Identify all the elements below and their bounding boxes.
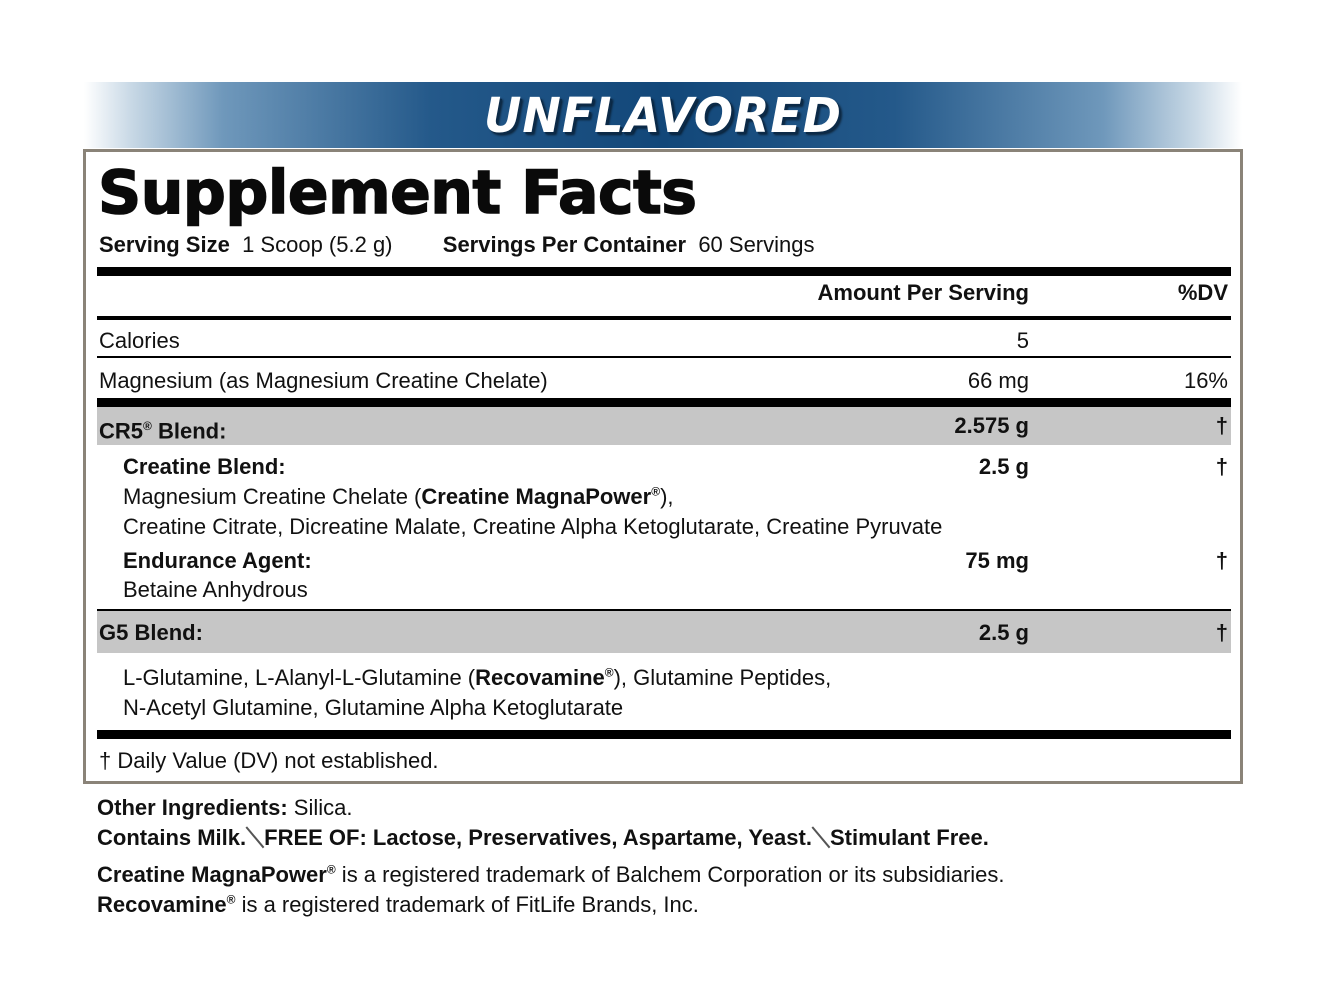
serving-info — [99, 232, 815, 258]
serving-size-label: Serving Size — [99, 232, 230, 257]
amount-header: Amount Per Serving — [817, 280, 1029, 305]
endurance-agent-ingredient: Betaine Anhydrous — [123, 577, 308, 602]
endurance-agent-row — [97, 548, 1231, 578]
medium-rule — [97, 316, 1231, 320]
cr5-dv: † — [1215, 413, 1228, 438]
calories-label: Calories — [99, 328, 180, 353]
g5-blend-row — [97, 611, 1231, 653]
header-row — [97, 280, 1231, 310]
g5-dv: † — [1215, 620, 1228, 645]
g5-label: G5 Blend: — [99, 620, 203, 645]
magnesium-label: Magnesium (as Magnesium Creatine Chelate) — [99, 368, 548, 393]
creatine-blend-ingredients-line1: Magnesium Creatine Chelate (Creatine MagnaPower®), — [123, 484, 674, 509]
flavor-banner — [84, 82, 1242, 148]
trademark-magnapower: Creatine MagnaPower® is a registered trademark of Balchem Corporation or its subsidiaries. — [97, 862, 1005, 887]
thick-rule — [97, 267, 1231, 276]
servings-per-container-label: Servings Per Container — [442, 232, 687, 257]
slash-divider — [812, 825, 830, 849]
magnesium-amount: 66 mg — [967, 368, 1029, 393]
flavor-title: UNFLAVORED — [484, 86, 842, 144]
other-ingredients: Other Ingredients: Silica. — [97, 795, 353, 820]
thin-rule — [97, 356, 1231, 358]
cr5-amount: 2.575 g — [954, 413, 1029, 438]
trademark-recovamine: Recovamine® is a registered trademark of FitLife Brands, Inc. — [97, 892, 699, 917]
creatine-blend-amount: 2.5 g — [978, 454, 1029, 479]
servings-per-container-value: 60 Servings — [698, 232, 815, 257]
allergen-statement: Contains Milk. FREE OF: Lactose, Preservatives, Aspartame, Yeast. Stimulant Free. — [97, 825, 989, 850]
supplement-facts-panel — [83, 149, 1243, 784]
endurance-agent-amount: 75 mg — [965, 548, 1029, 573]
endurance-agent-label: Endurance Agent: — [123, 548, 312, 573]
creatine-blend-label: Creatine Blend: — [123, 454, 286, 479]
slash-divider — [246, 825, 264, 849]
creatine-blend-row — [97, 454, 1231, 484]
thick-rule — [97, 730, 1231, 739]
cr5-blend-row — [97, 407, 1231, 445]
g5-ingredients-line1: L-Glutamine, L-Alanyl-L-Glutamine (Recovamine®), Glutamine Peptides, — [123, 665, 832, 690]
magnesium-dv: 16% — [1183, 368, 1228, 393]
g5-ingredients-line2: N-Acetyl Glutamine, Glutamine Alpha Ketoglutarate — [123, 695, 624, 720]
creatine-blend-ingredients-line2: Creatine Citrate, Dicreatine Malate, Creatine Alpha Ketoglutarate, Creatine Pyruvate — [123, 514, 943, 539]
calories-row — [97, 328, 1231, 358]
cr5-label: CR5® Blend: — [99, 418, 227, 444]
dv-header: %DV — [1177, 280, 1228, 305]
calories-amount: 5 — [1016, 328, 1029, 353]
serving-size-value: 1 Scoop (5.2 g) — [242, 232, 393, 257]
footnote-row — [97, 748, 1231, 778]
panel-title: Supplement Facts — [98, 158, 697, 228]
g5-amount: 2.5 g — [978, 620, 1029, 645]
endurance-agent-dv: † — [1215, 548, 1228, 573]
creatine-blend-dv: † — [1215, 454, 1228, 479]
dv-footnote: † Daily Value (DV) not established. — [99, 748, 439, 773]
magnesium-row — [97, 368, 1231, 398]
thick-rule — [97, 398, 1231, 407]
